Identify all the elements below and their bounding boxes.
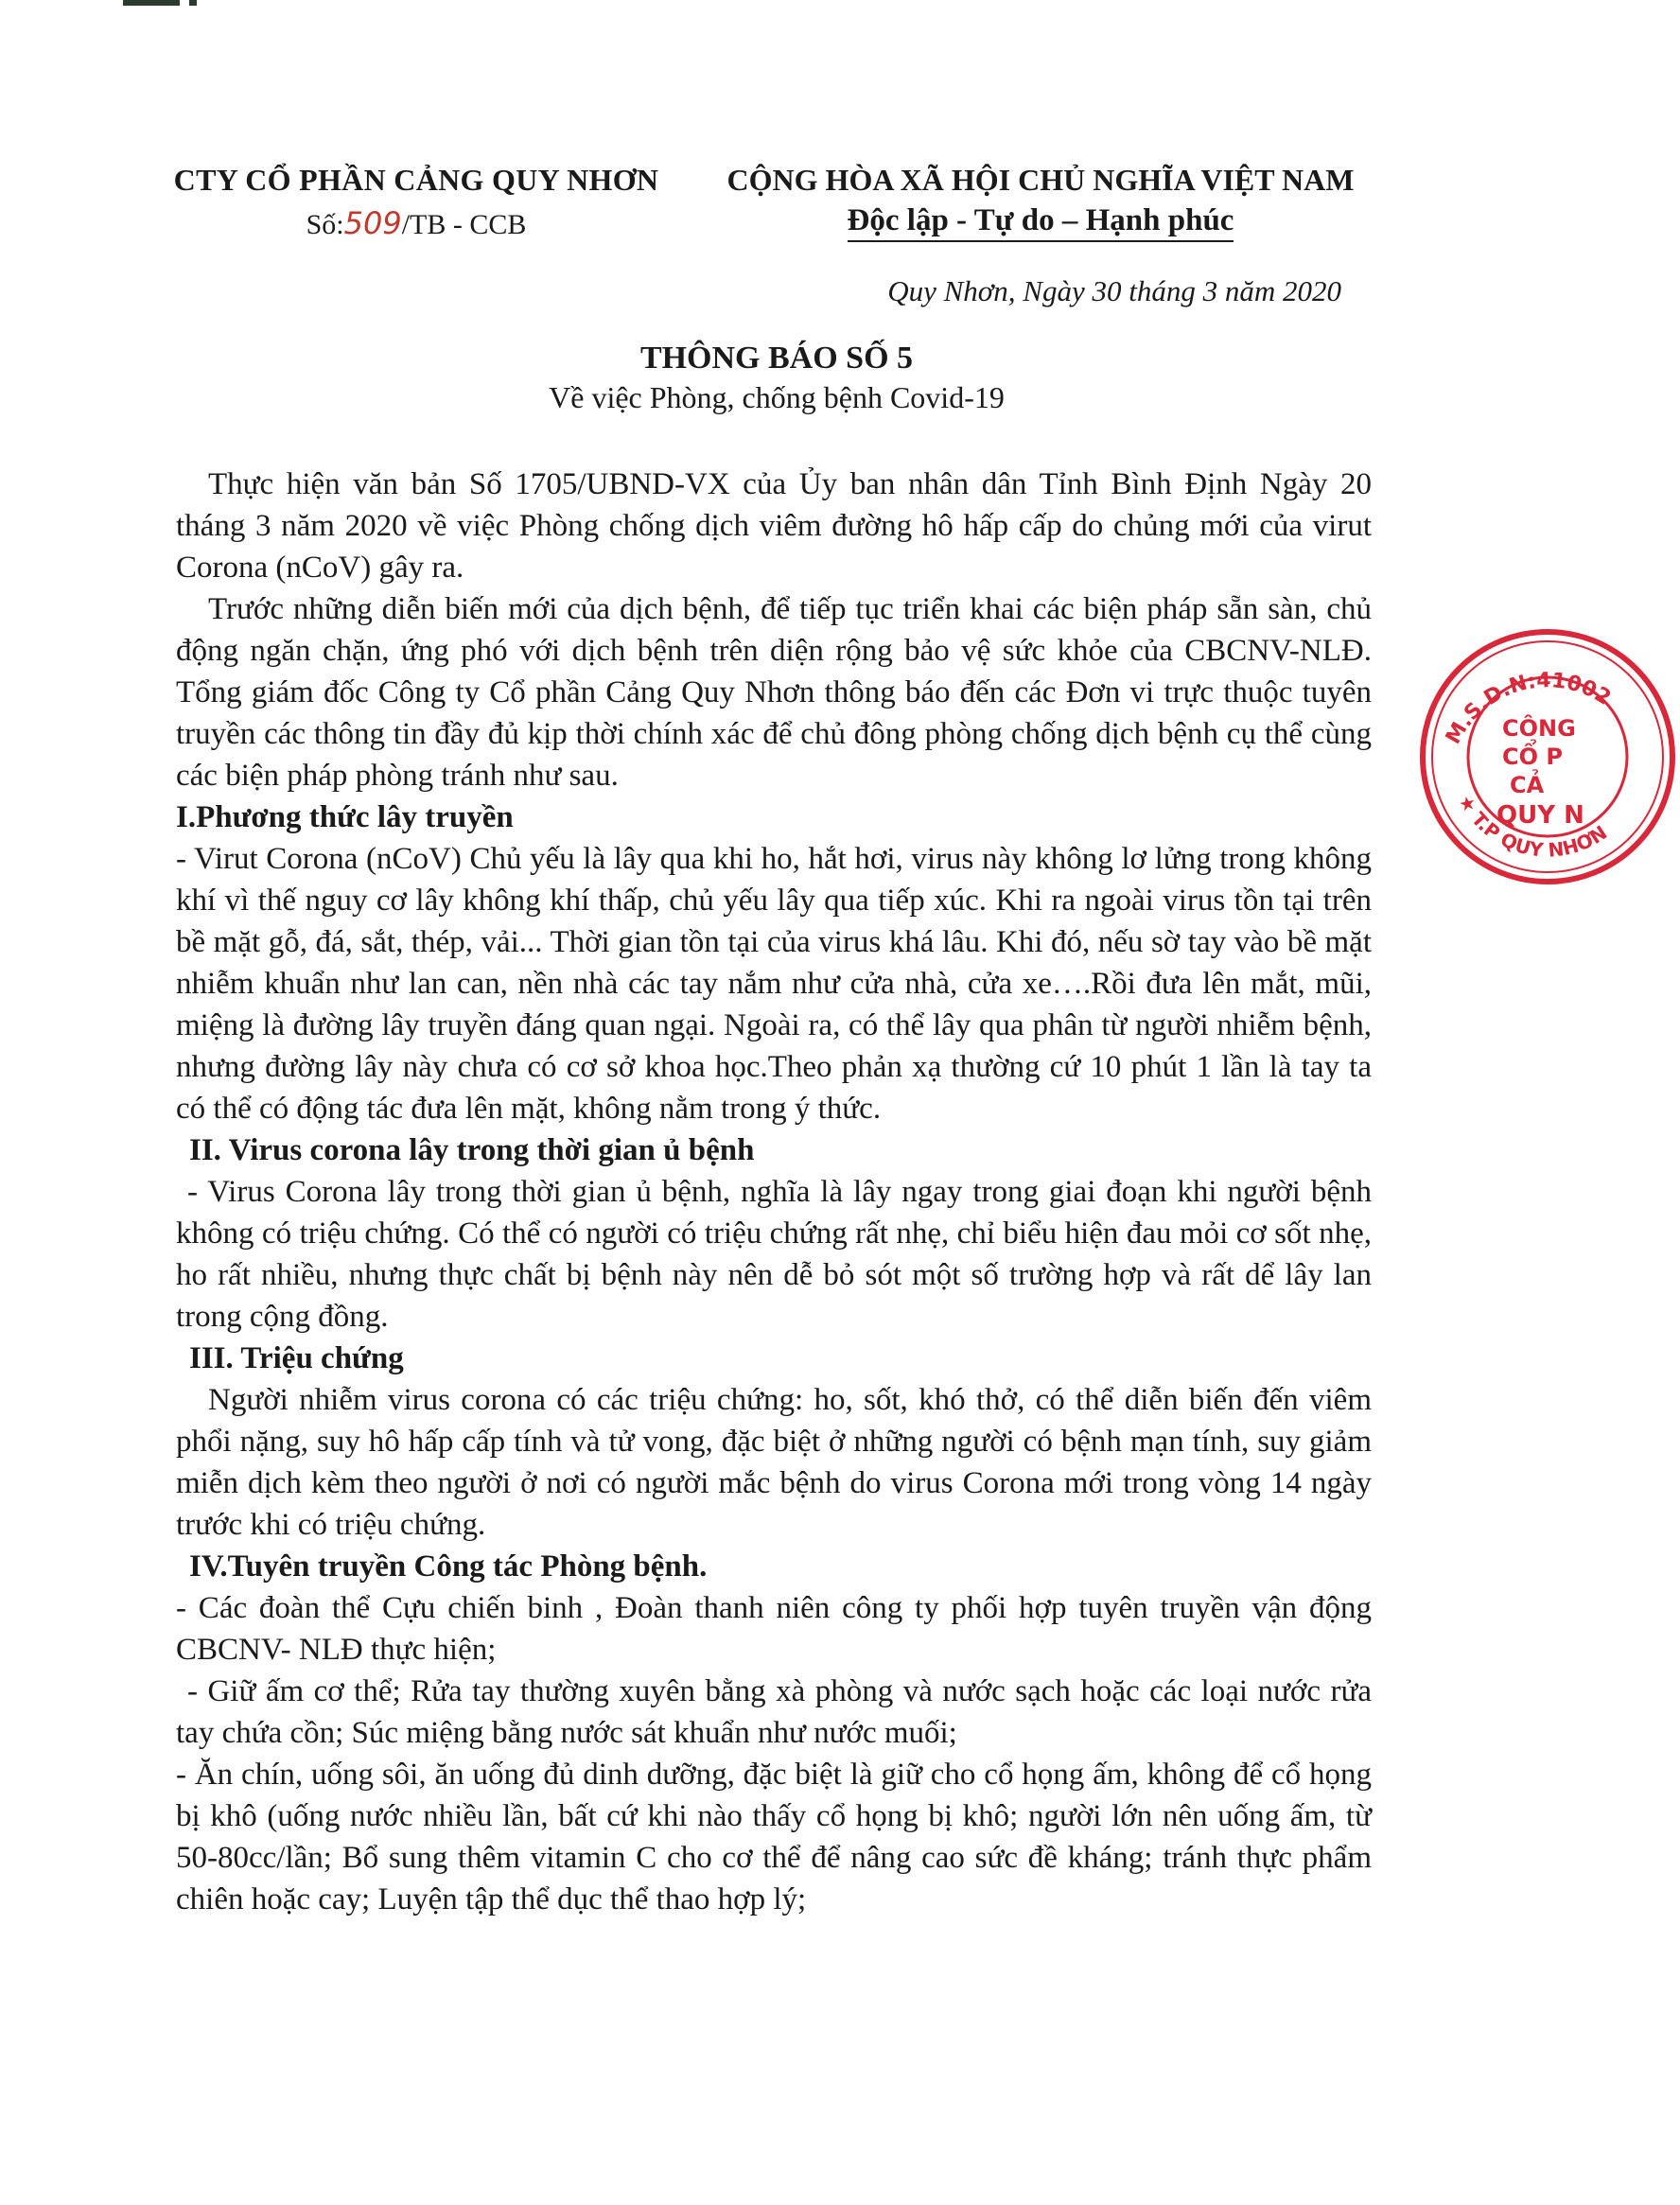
company-seal-stamp — [1415, 624, 1680, 889]
document-title: THÔNG BÁO SỐ 5 — [639, 341, 914, 376]
section-paragraph: - Các đoàn thể Cựu chiến binh , Đoàn thanh niên công ty phối hợp tuyên truyền vận động CBCNV- NLĐ thực hiện; — [176, 1591, 1372, 1667]
section-paragraph: - Virus Corona lây trong thời gian ủ bệnh, nghĩa là lây ngay trong giai đoạn khi người bệnh không có triệu chứng. Có thể có người có triệu chứng rất nhẹ, chỉ biểu hiện đau mỏi cơ sốt nhẹ, ho rất nhiều, nhưng thực chất bị bệnh này nên dễ bỏ sót một số trường hợp và rất dể lây lan trong cộng đồng. — [176, 1175, 1372, 1334]
title-block — [0, 341, 1553, 415]
header-left — [142, 163, 691, 241]
svg-text:CỔ P: CỔ P — [1502, 744, 1563, 770]
number-suffix: /TB - CCB — [401, 209, 527, 240]
nation-name: CỘNG HÒA XÃ HỘI CHỦ NGHĨA VIỆT NAM — [726, 163, 1355, 197]
number-prefix: Số: — [306, 209, 344, 240]
section-paragraph: - Giữ ấm cơ thể; Rửa tay thường xuyên bằng xà phòng và nước sạch hoặc các loại nước rửa tay chứa cồn; Súc miệng bằng nước sát khuẩn như nước muối; — [176, 1674, 1372, 1750]
intro-paragraph: Thực hiện văn bản Số 1705/UBND-VX của Ủy ban nhân dân Tỉnh Bình Định Ngày 20 tháng 3 năm 2020 về việc Phòng chống dịch viêm đường hô hấp cấp do chủng mới của virut Corona (nCoV) gây ra. — [176, 467, 1372, 585]
svg-text:CÔNG: CÔNG — [1502, 715, 1576, 742]
section-paragraph: - Ăn chín, uống sôi, ăn uống đủ dinh dưỡng, đặc biệt là giữ cho cổ họng ấm, không để cổ họng bị khô (uống nước nhiều lần, bất cứ khi nào thấy cổ họng bị khô; người lớn nên uống ấm, từ 50-80cc/lần; Bổ sung thêm vitamin C cho cơ thể để nâng cao sức đề kháng; tránh thực phẩm chiên hoặc cay; Luyện tập thể dục thể thao hợp lý; — [176, 1758, 1372, 1916]
document-subtitle: Về việc Phòng, chống bệnh Covid-19 — [549, 380, 1005, 414]
document-number — [142, 205, 691, 241]
company-name: CTY CỔ PHẦN CẢNG QUY NHƠN — [173, 163, 659, 197]
scan-edge-mark — [189, 0, 197, 6]
section-heading: IV.Tuyên truyền Công tác Phòng bệnh. — [189, 1549, 708, 1584]
svg-text:★ T.P QUY NHƠN: ★ T.P QUY NHƠN — [1453, 790, 1612, 862]
scan-edge-mark — [123, 0, 180, 6]
svg-text:M.S.D.N:41002: M.S.D.N:41002 — [1441, 669, 1615, 748]
section-heading: II. Virus corona lây trong thời gian ủ bệnh — [189, 1133, 755, 1167]
intro-paragraph: Trước những diễn biến mới của dịch bệnh, để tiếp tục triển khai các biện pháp sẵn sàn, chủ động ngăn chặn, ứng phó với dịch bệnh trên diện rộng bảo vệ sức khỏe của CBCNV-NLĐ. Tổng giám đốc Công ty Cổ phần Cảng Quy Nhơn thông báo đến các Đơn vi trực thuộc tuyên truyền các thông tin đầy đủ kịp thời chính xác để chủ đông phòng chống dịch bệnh cụ thể cùng các biện pháp phòng tránh như sau. — [176, 592, 1372, 793]
svg-text:CẢ: CẢ — [1510, 772, 1545, 798]
section-paragraph: - Virut Corona (nCoV) Chủ yếu là lây qua khi ho, hắt hơi, virus này không lơ lửng trong không khí vì thế nguy cơ lây không khí thấp, chủ yếu lây qua tiếp xúc. Khi ra ngoài virus tồn tại trên bề mặt gỗ, đá, sắt, thép, vải... Thời gian tồn tại của virus khá lâu. Khi đó, nếu sờ tay vào bề mặt nhiễm khuẩn như lan can, nền nhà các tay nắm như cửa nhà, cửa xe….Rồi đưa lên mắt, mũi, miệng là đường lây truyền đáng quan ngại. Ngoài ra, có thể lây qua phân từ người nhiễm bệnh, nhưng đường lây này chưa có cơ sở khoa học.Theo phản xạ thường cứ 10 phút 1 lần là tay ta có thể có động tác đưa lên mặt, không nằm trong ý thức. — [176, 842, 1372, 1126]
section-heading: III. Triệu chứng — [189, 1341, 404, 1375]
section-heading: I.Phương thức lây truyền — [176, 800, 514, 834]
handwritten-number: 509 — [343, 205, 402, 241]
document-body — [176, 464, 1372, 1920]
svg-text:QUY N: QUY N — [1496, 801, 1584, 830]
date-line: Quy Nhơn, Ngày 30 tháng 3 năm 2020 — [887, 274, 1341, 307]
header-right — [700, 163, 1381, 242]
nation-motto: Độc lập - Tự do – Hạnh phúc — [848, 203, 1234, 242]
section-paragraph: Người nhiễm virus corona có các triệu chứng: ho, sốt, khó thở, có thể diễn biến đến viêm phổi nặng, suy hô hấp cấp tính và tử vong, đặc biệt ở những người có bệnh mạn tính, suy giảm miễn dịch kèm theo người ở nơi có người mắc bệnh do virus Corona mới trong vòng 14 ngày trước khi có triệu chứng. — [176, 1383, 1372, 1542]
